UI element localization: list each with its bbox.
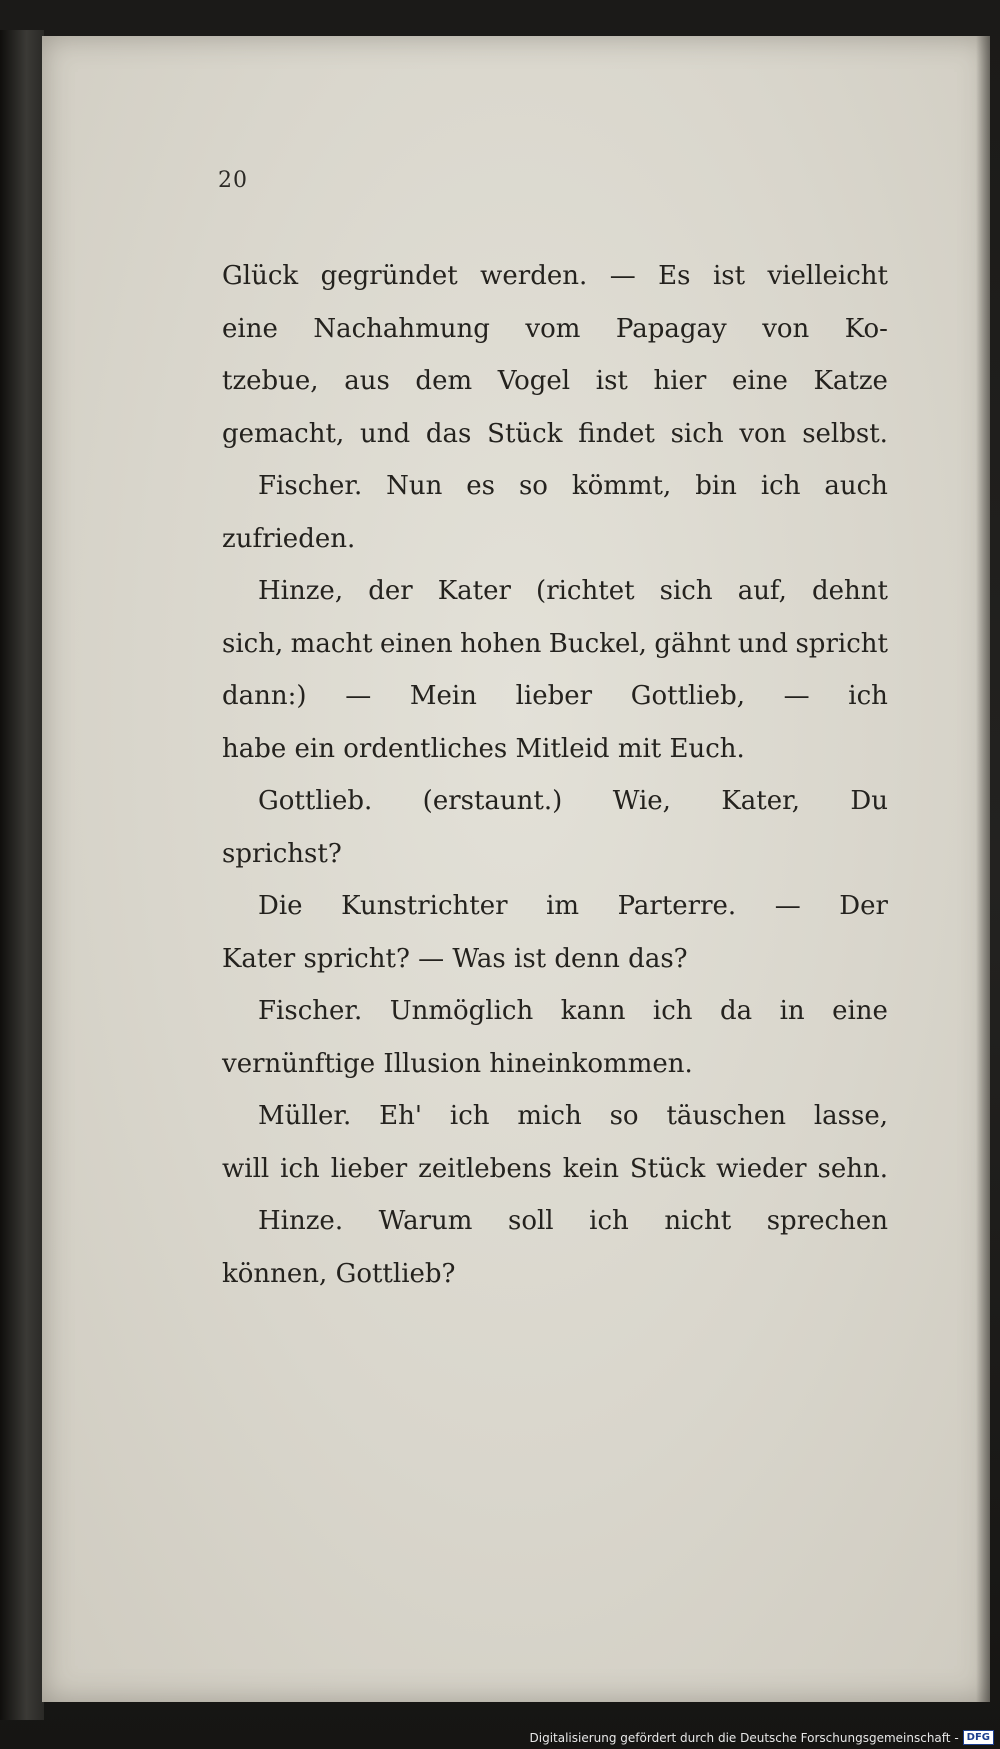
text-line (222, 880, 888, 933)
word: ich (280, 1153, 320, 1184)
word: ist (712, 261, 746, 291)
text-line (222, 775, 888, 828)
word: eine (732, 366, 788, 396)
text-line (222, 250, 888, 303)
word: ich (449, 1101, 490, 1131)
text-line (222, 513, 888, 566)
word: Nun (386, 471, 443, 501)
word: sprichst? (222, 838, 342, 869)
dfg-logo: DFG (963, 1730, 994, 1745)
word: der (368, 576, 413, 606)
word: Du (850, 786, 888, 816)
word: habe (222, 733, 295, 764)
word: in (779, 996, 805, 1026)
word: ich (652, 996, 693, 1026)
word: und (737, 628, 789, 659)
word: Was (452, 943, 514, 974)
word: (richtet (536, 576, 635, 606)
word: Katze (813, 366, 888, 396)
word: Mein (409, 681, 477, 711)
page-text (222, 250, 888, 1300)
word: gemacht, (222, 418, 345, 449)
word: ist (514, 943, 555, 974)
word: ordentliches (343, 733, 516, 764)
word: eine (222, 313, 278, 344)
word: — (783, 681, 810, 711)
text-line (222, 1143, 888, 1196)
word: findet (578, 418, 655, 449)
word: sich (670, 418, 724, 449)
word: Wie, (612, 786, 671, 816)
word: Nachahmung (313, 313, 490, 344)
word: will (222, 1153, 270, 1184)
text-line (222, 565, 888, 618)
word: sich, (222, 628, 284, 659)
word: soll (507, 1206, 554, 1236)
word: Die (258, 891, 303, 921)
word: gähnt (654, 628, 731, 659)
word: Illusion (383, 1048, 490, 1079)
word: ich (848, 681, 888, 711)
word: dehnt (812, 576, 888, 606)
word: ein (294, 733, 344, 764)
text-line (222, 408, 888, 461)
word: Hinze, (258, 576, 344, 606)
word: vielleicht (767, 261, 888, 291)
word: spricht (795, 628, 888, 659)
word: sich (659, 576, 713, 606)
word: vernünftige (222, 1048, 384, 1079)
word: dann:) (222, 681, 307, 711)
word: von (762, 313, 810, 344)
word: können, (222, 1258, 336, 1289)
word: Müller. (258, 1101, 352, 1131)
word: aus (344, 366, 390, 396)
word: Kunstrichter (341, 891, 508, 921)
word: Der (839, 891, 888, 921)
word: Glück (222, 261, 299, 291)
word: Stück (487, 418, 563, 449)
word: Kater, (721, 786, 800, 816)
word: dem (415, 366, 473, 396)
word: das? (628, 943, 688, 974)
word: — (418, 943, 453, 974)
page-edge-shadow (976, 36, 990, 1702)
word: zufrieden. (222, 523, 356, 554)
word: denn (554, 943, 629, 974)
word: (erstaunt.) (422, 786, 563, 816)
text-line (222, 355, 888, 408)
word: gegründet (320, 261, 458, 291)
word: mich (517, 1101, 582, 1131)
word: zeitlebens (418, 1153, 552, 1184)
text-line (222, 1195, 888, 1248)
word: — (345, 681, 372, 711)
word: mit (617, 733, 670, 764)
word: selbst. (802, 418, 888, 449)
word: so (518, 471, 548, 501)
word: im (546, 891, 580, 921)
word: Warum (378, 1206, 473, 1236)
word: kömmt, (571, 471, 672, 501)
word: wieder (716, 1153, 807, 1184)
word: Hinze. (258, 1206, 344, 1236)
word: Fischer. (258, 996, 363, 1026)
word: Gottlieb? (335, 1258, 456, 1289)
word: Fischer. (258, 471, 363, 501)
word: lasse, (813, 1101, 888, 1131)
word: ich (760, 471, 801, 501)
word: Mitleid (515, 733, 618, 764)
text-line (222, 1248, 888, 1301)
word: nicht (664, 1206, 732, 1236)
word: Ko- (844, 313, 888, 344)
word: Kater (222, 943, 304, 974)
word: da (719, 996, 753, 1026)
word: Papagay (615, 313, 727, 344)
word: sprechen (766, 1206, 888, 1236)
word: kann (560, 996, 626, 1026)
word: Parterre. (617, 891, 737, 921)
text-line (222, 460, 888, 513)
word: lieber (330, 1153, 408, 1184)
word: — (609, 261, 636, 291)
footer-credit (530, 1730, 995, 1745)
word: Vogel (497, 366, 571, 396)
word: vom (525, 313, 581, 344)
word: Euch. (669, 733, 745, 764)
word: tzebue, (222, 366, 319, 396)
footer-text: Digitalisierung gefördert durch die Deutsche Forschungsgemeinschaft - (529, 1730, 959, 1745)
book-spine (0, 30, 44, 1720)
text-line (222, 828, 888, 881)
word: das (425, 418, 472, 449)
word: Kater (437, 576, 511, 606)
word: hier (653, 366, 707, 396)
word: Stück (629, 1153, 706, 1184)
word: Gottlieb. (258, 786, 373, 816)
word: spricht? (303, 943, 419, 974)
word: einen (380, 628, 453, 659)
word: eine (832, 996, 888, 1026)
text-line (222, 618, 888, 671)
word: ist (595, 366, 628, 396)
text-line (222, 985, 888, 1038)
word: werden. (480, 261, 588, 291)
text-line (222, 303, 888, 356)
word: lieber (515, 681, 593, 711)
word: Gottlieb, (630, 681, 745, 711)
word: Unmöglich (389, 996, 534, 1026)
word: kein (562, 1153, 619, 1184)
word: Es (658, 261, 691, 291)
text-line (222, 1090, 888, 1143)
word: macht (290, 628, 373, 659)
word: und (359, 418, 411, 449)
word: Buckel, (548, 628, 647, 659)
word: hohen (460, 628, 542, 659)
word: hineinkommen. (489, 1048, 693, 1079)
word: ich (589, 1206, 629, 1236)
text-line (222, 1038, 888, 1091)
word: Eh' (379, 1101, 422, 1131)
word: auf, (737, 576, 787, 606)
text-line (222, 723, 888, 776)
word: von (739, 418, 787, 449)
word: auch (824, 471, 888, 501)
text-line (222, 933, 888, 986)
word: so (609, 1101, 639, 1131)
word: es (466, 471, 496, 501)
word: sehn. (817, 1153, 888, 1184)
text-line (222, 670, 888, 723)
word: bin (695, 471, 737, 501)
word: täuschen (666, 1101, 786, 1131)
page-number: 20 (218, 168, 248, 193)
word: — (774, 891, 801, 921)
